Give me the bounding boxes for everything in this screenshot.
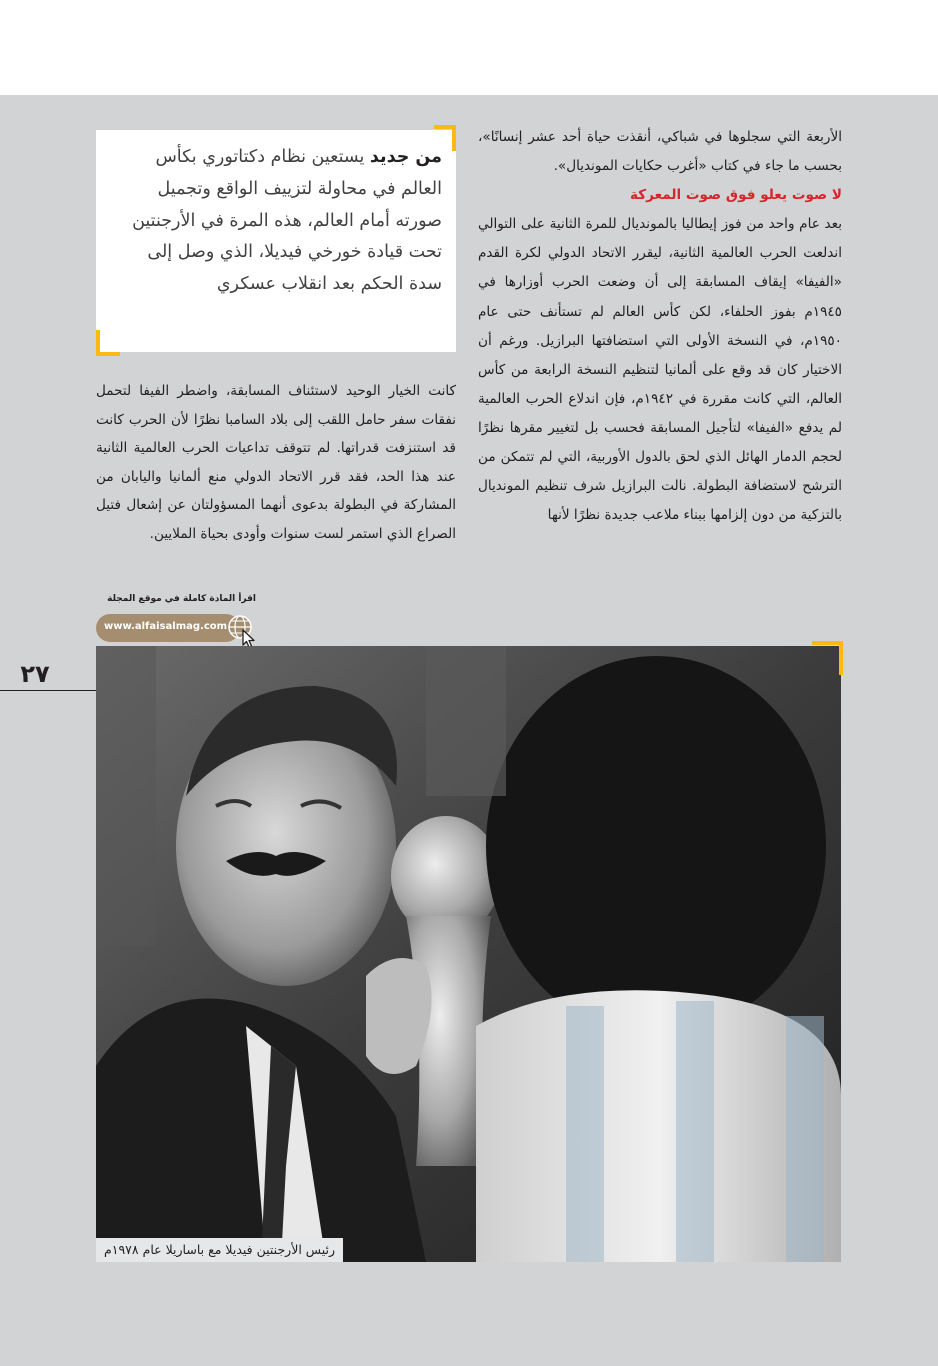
pull-quote-lead: من جديد [369, 147, 442, 167]
photo-corner-vertical [839, 641, 843, 675]
right-column [478, 123, 842, 530]
photo-corner-horizontal [812, 641, 843, 645]
page-number-rule [0, 690, 96, 691]
website-link[interactable] [96, 614, 240, 642]
quote-corner-top-right-h [434, 125, 456, 129]
website-url[interactable]: www.alfaisalmag.com [104, 621, 228, 632]
photo-illustration [96, 646, 841, 1262]
pull-quote-text [110, 142, 442, 301]
left-column [96, 377, 456, 549]
left-body-paragraph: كانت الخيار الوحيد لاستئناف المسابقة، واضطر الفيفا لتحمل نفقات سفر حامل اللقب إلى بلاد السامبا نظرًا لأن الحرب كانت قد استنزفت قدراتها. لم تتوقف تداعيات الحرب العالمية الثانية عند هذا الحد، فقد قرر الاتحاد الدولي منع ألمانيا واليابان من المشاركة في البطولة بدعوى أنهما المسؤولتان عن إشعال فتيل الصراع الذي استمر لست سنوات وأودى بحياة الملايين. [96, 383, 456, 542]
body-paragraph: بعد عام واحد من فوز إيطاليا بالمونديال للمرة الثانية على التوالي اندلعت الحرب العالمية الثانية، ليقرر الاتحاد الدولي لكرة القدم «الفيفا» إيقاف المسابقة إلى أن وضعت الحرب أوزارها في ١٩٤٥م بفوز الحلفاء، لكن كأس العالم لم تستأنف حتى عام ١٩٥٠م، في النسخة الأولى التي استضافتها البرازيل. ورغم أن الاختيار كان قد وقع على ألمانيا لتنظيم النسخة الرابعة من كأس العالم، التي كانت مقررة في ١٩٤٢م، فإن اندلاع الحرب العالمية لم يدفع «الفيفا» لتأجيل المسابقة فحسب بل لتغيير مقرها نظرًا لحجم الدمار الهائل الذي لحق بالدول الأوربية، التي لم تتمكن من الترشح لاستضافة البطولة. نالت البرازيل شرف تنظيم المونديال بالتزكية من دون إلزامها ببناء ملاعب جديدة نظرًا لأنها [478, 216, 842, 524]
quote-corner-bottom-left-h [96, 352, 120, 356]
photo [96, 646, 841, 1262]
section-subheading: لا صوت يعلو فوق صوت المعركة [629, 187, 842, 204]
intro-paragraph: الأربعة التي سجلوها في شباكي، أنقذت حياة أحد عشر إنسانًا»، بحسب ما جاء في كتاب «أغرب حكايات المونديال». [478, 129, 842, 175]
photo-caption: رئيس الأرجنتين فيديلا مع باساريلا عام ١٩٧٨م [96, 1238, 343, 1262]
pull-quote-body: يستعين نظام دكتاتوري بكأس العالم في محاولة لتزييف الواقع وتجميل صورته أمام العالم، هذه المرة في الأرجنتين تحت قيادة خورخي فيديلا، الذي وصل إلى سدة الحكم بعد انقلاب عسكري [132, 147, 442, 295]
pull-quote [96, 130, 456, 352]
read-more-label: اقرأ المادة كاملة في موقع المجلة [107, 594, 256, 604]
page-number: ٢٧ [20, 660, 50, 688]
globe-cursor-icon[interactable] [228, 614, 256, 648]
